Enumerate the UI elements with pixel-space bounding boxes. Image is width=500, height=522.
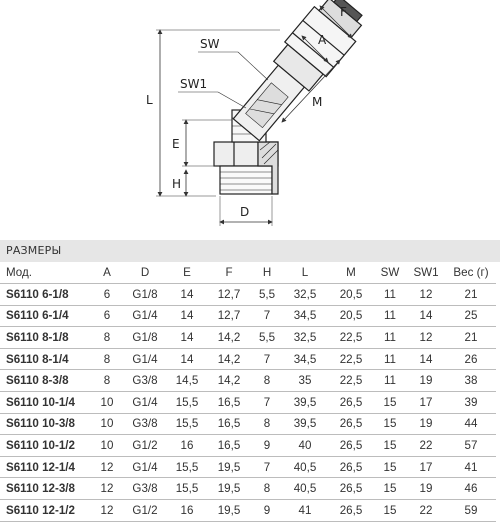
column-header: H: [252, 262, 282, 284]
value-cell: 34,5: [282, 305, 328, 327]
column-header: SW: [374, 262, 406, 284]
value-cell: 39: [446, 391, 496, 413]
model-cell: S6110 8-1/8: [0, 327, 92, 349]
value-cell: 7: [252, 305, 282, 327]
value-cell: 6: [92, 284, 122, 306]
value-cell: 15,5: [168, 456, 206, 478]
value-cell: G1/4: [122, 391, 168, 413]
value-cell: 20,5: [328, 284, 374, 306]
value-cell: 5,5: [252, 284, 282, 306]
value-cell: 41: [446, 456, 496, 478]
value-cell: G1/8: [122, 284, 168, 306]
value-cell: 14,2: [206, 327, 252, 349]
value-cell: 26,5: [328, 435, 374, 457]
model-cell: S6110 12-1/4: [0, 456, 92, 478]
value-cell: 26,5: [328, 499, 374, 521]
value-cell: 39,5: [282, 391, 328, 413]
value-cell: 19: [406, 478, 446, 500]
value-cell: 16: [168, 499, 206, 521]
table-row: [0, 391, 496, 413]
value-cell: 57: [446, 435, 496, 457]
value-cell: 8: [252, 370, 282, 392]
value-cell: 21: [446, 327, 496, 349]
value-cell: 26: [446, 348, 496, 370]
table-row: [0, 435, 496, 457]
value-cell: 35: [282, 370, 328, 392]
value-cell: 7: [252, 456, 282, 478]
value-cell: 11: [374, 348, 406, 370]
column-header: A: [92, 262, 122, 284]
value-cell: 15: [374, 435, 406, 457]
value-cell: 15: [374, 413, 406, 435]
column-header: D: [122, 262, 168, 284]
value-cell: G1/4: [122, 348, 168, 370]
model-cell: S6110 10-1/2: [0, 435, 92, 457]
value-cell: 41: [282, 499, 328, 521]
value-cell: G1/4: [122, 456, 168, 478]
value-cell: 25: [446, 305, 496, 327]
model-cell: S6110 8-1/4: [0, 348, 92, 370]
table-header-row: [0, 262, 496, 284]
value-cell: 8: [252, 413, 282, 435]
value-cell: 19,5: [206, 478, 252, 500]
value-cell: G1/4: [122, 305, 168, 327]
value-cell: 44: [446, 413, 496, 435]
value-cell: 22,5: [328, 348, 374, 370]
table-row: [0, 413, 496, 435]
value-cell: 12,7: [206, 305, 252, 327]
value-cell: 22,5: [328, 370, 374, 392]
value-cell: 14,2: [206, 370, 252, 392]
table-row: [0, 305, 496, 327]
value-cell: 15,5: [168, 391, 206, 413]
value-cell: 39,5: [282, 413, 328, 435]
value-cell: 16,5: [206, 413, 252, 435]
value-cell: 14: [168, 305, 206, 327]
model-cell: S6110 12-3/8: [0, 478, 92, 500]
value-cell: 8: [92, 370, 122, 392]
value-cell: 5,5: [252, 327, 282, 349]
model-cell: S6110 10-1/4: [0, 391, 92, 413]
value-cell: 6: [92, 305, 122, 327]
value-cell: 15: [374, 391, 406, 413]
value-cell: 17: [406, 391, 446, 413]
column-header: E: [168, 262, 206, 284]
label-L: L: [146, 93, 153, 107]
model-cell: S6110 12-1/2: [0, 499, 92, 521]
value-cell: 26,5: [328, 391, 374, 413]
value-cell: 32,5: [282, 327, 328, 349]
table-row: [0, 284, 496, 306]
value-cell: 14: [406, 348, 446, 370]
table-row: [0, 478, 496, 500]
value-cell: 15,5: [168, 478, 206, 500]
column-header: Вес (г): [446, 262, 496, 284]
column-header: SW1: [406, 262, 446, 284]
value-cell: 12: [92, 499, 122, 521]
value-cell: 17: [406, 456, 446, 478]
value-cell: 20,5: [328, 305, 374, 327]
column-header: F: [206, 262, 252, 284]
value-cell: 40: [282, 435, 328, 457]
column-header: Мод.: [0, 262, 92, 284]
value-cell: 15,5: [168, 413, 206, 435]
table-row: [0, 348, 496, 370]
column-header: L: [282, 262, 328, 284]
label-SW: SW: [200, 37, 220, 51]
table-row: [0, 499, 496, 521]
dimensions-table: [0, 262, 496, 522]
label-F: F: [340, 5, 347, 19]
model-cell: S6110 10-3/8: [0, 413, 92, 435]
value-cell: 11: [374, 284, 406, 306]
value-cell: 8: [92, 348, 122, 370]
label-E: E: [172, 137, 180, 151]
value-cell: 12,7: [206, 284, 252, 306]
label-H: H: [172, 177, 182, 191]
value-cell: 59: [446, 499, 496, 521]
value-cell: G1/2: [122, 435, 168, 457]
value-cell: 26,5: [328, 478, 374, 500]
label-A: A: [318, 33, 327, 47]
value-cell: G1/8: [122, 327, 168, 349]
dimensions-section: [0, 240, 500, 522]
value-cell: 12: [92, 478, 122, 500]
value-cell: 14,2: [206, 348, 252, 370]
value-cell: 19,5: [206, 456, 252, 478]
technical-drawing: [0, 0, 500, 236]
value-cell: 9: [252, 435, 282, 457]
value-cell: 14: [168, 284, 206, 306]
value-cell: 14: [406, 305, 446, 327]
value-cell: 14: [168, 327, 206, 349]
value-cell: 19: [406, 370, 446, 392]
value-cell: 11: [374, 370, 406, 392]
value-cell: 40,5: [282, 456, 328, 478]
label-M: M: [312, 95, 323, 109]
label-SW1: SW1: [180, 77, 208, 91]
value-cell: 8: [92, 327, 122, 349]
value-cell: 11: [374, 305, 406, 327]
value-cell: 12: [406, 327, 446, 349]
value-cell: 10: [92, 391, 122, 413]
value-cell: 19: [406, 413, 446, 435]
model-cell: S6110 6-1/8: [0, 284, 92, 306]
value-cell: 22,5: [328, 327, 374, 349]
value-cell: 10: [92, 413, 122, 435]
value-cell: 32,5: [282, 284, 328, 306]
value-cell: 26,5: [328, 456, 374, 478]
fitting-drawing: [0, 0, 500, 236]
table-row: [0, 327, 496, 349]
value-cell: 15: [374, 478, 406, 500]
model-cell: S6110 6-1/4: [0, 305, 92, 327]
value-cell: 22: [406, 435, 446, 457]
value-cell: 34,5: [282, 348, 328, 370]
value-cell: 22: [406, 499, 446, 521]
label-D: D: [240, 205, 250, 219]
table-row: [0, 456, 496, 478]
value-cell: 16: [168, 435, 206, 457]
value-cell: 11: [374, 327, 406, 349]
section-title: РАЗМЕРЫ: [0, 240, 500, 262]
value-cell: G1/2: [122, 499, 168, 521]
value-cell: 16,5: [206, 435, 252, 457]
model-cell: S6110 8-3/8: [0, 370, 92, 392]
value-cell: 26,5: [328, 413, 374, 435]
column-header: M: [328, 262, 374, 284]
value-cell: 12: [406, 284, 446, 306]
value-cell: 8: [252, 478, 282, 500]
value-cell: 19,5: [206, 499, 252, 521]
value-cell: 38: [446, 370, 496, 392]
value-cell: 40,5: [282, 478, 328, 500]
value-cell: 10: [92, 435, 122, 457]
value-cell: 7: [252, 348, 282, 370]
value-cell: 12: [92, 456, 122, 478]
value-cell: 46: [446, 478, 496, 500]
value-cell: G3/8: [122, 370, 168, 392]
value-cell: 15: [374, 456, 406, 478]
value-cell: 7: [252, 391, 282, 413]
value-cell: 9: [252, 499, 282, 521]
value-cell: 21: [446, 284, 496, 306]
fitting-elbow: [226, 0, 371, 147]
value-cell: G3/8: [122, 413, 168, 435]
value-cell: 14: [168, 348, 206, 370]
value-cell: 14,5: [168, 370, 206, 392]
value-cell: G3/8: [122, 478, 168, 500]
table-row: [0, 370, 496, 392]
value-cell: 15: [374, 499, 406, 521]
value-cell: 16,5: [206, 391, 252, 413]
